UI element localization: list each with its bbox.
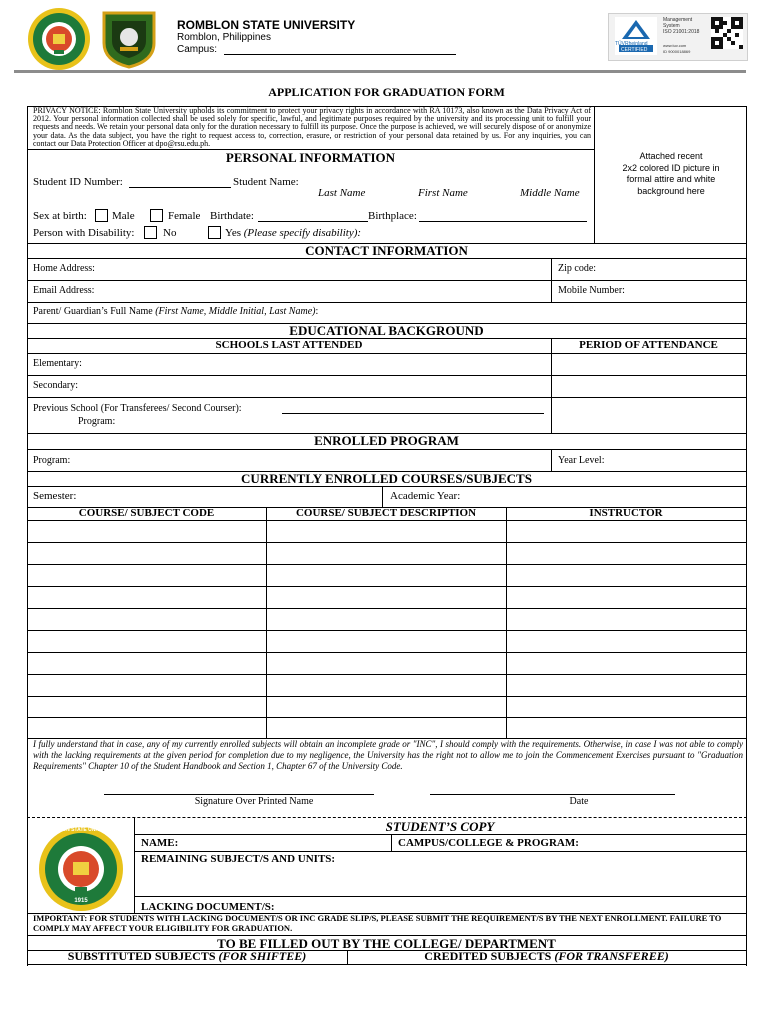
rule	[382, 486, 383, 507]
academic-year-label[interactable]: Academic Year:	[390, 490, 461, 502]
current-courses-heading: CURRENTLY ENROLLED COURSES/SUBJECTS	[241, 471, 532, 486]
students-copy-heading: STUDENT’S COPY	[385, 819, 495, 834]
university-location: Romblon, Philippines	[177, 32, 271, 43]
disability-no-label: No	[163, 227, 177, 239]
course-code-header: COURSE/ SUBJECT CODE	[78, 507, 215, 519]
student-name-label: Student Name:	[233, 176, 299, 188]
university-seal-logo	[24, 8, 94, 70]
iso-certification-badge	[608, 13, 748, 61]
rule	[27, 449, 747, 450]
middle-name-caption: Middle Name	[520, 187, 580, 199]
substituted-subjects-header	[27, 949, 347, 964]
year-level-label[interactable]: Year Level:	[558, 455, 605, 466]
parent-guardian-field[interactable]	[33, 306, 318, 317]
compliance-statement: I fully understand that in case, any of my currently enrolled subjects will obtain an incomplete grade or "INC", I should comply with the requirements. Otherwise, in case I was not able to comply with the lacking requirements at the given period for completion due to my negligence, the University has the right not to allow me to join the Commencement Exercises pursuant to "Graduation Requirements" Chapter 10 of the Student Handbook and Section 1, Chapter 67 of the University Code.	[33, 739, 743, 771]
cert-badge: CERTIFIED	[621, 47, 648, 53]
important-notice: IMPORTANT: FOR STUDENTS WITH LACKING DOCUMENT/S OR INC GRADE SLIP/S, PLEASE SUBMIT THE REQUIREMENT/S BY THE NEXT ENROLLMENT. FAILURE TO COMPLY MAY AFFECT YOUR ELIGIBILITY FOR GRADUATION.	[33, 913, 722, 933]
cert-system-line-2: System	[663, 23, 680, 29]
male-checkbox[interactable]	[95, 209, 108, 222]
male-label: Male	[112, 210, 135, 222]
enrolled-program-heading: ENROLLED PROGRAM	[314, 433, 459, 448]
secondary-label[interactable]: Secondary:	[33, 380, 78, 391]
rule	[551, 338, 552, 433]
cert-brand: TÜVRheinland	[615, 41, 648, 47]
signature-field[interactable]	[104, 794, 374, 795]
credited-subjects-header	[347, 949, 746, 964]
rule	[134, 896, 747, 897]
parent-guardian-label: Parent/ Guardian’s Full Name	[33, 306, 153, 317]
substituted-subjects-note: (FOR SHIFTEE)	[218, 949, 307, 963]
photo-instruction-4: background here	[637, 185, 705, 196]
rule	[27, 375, 747, 376]
students-copy-seal-logo	[34, 826, 128, 912]
last-name-caption: Last Name	[318, 187, 366, 199]
disability-no-checkbox[interactable]	[144, 226, 157, 239]
zip-code-label[interactable]: Zip code:	[558, 263, 597, 274]
previous-school-field[interactable]	[282, 413, 544, 414]
photo-instruction-1: Attached recent	[639, 151, 703, 161]
rule	[134, 851, 747, 852]
rule	[27, 397, 747, 398]
rule	[27, 520, 747, 521]
educational-background-heading: EDUCATIONAL BACKGROUND	[289, 323, 484, 338]
semester-label[interactable]: Semester:	[33, 490, 77, 502]
course-row[interactable]	[27, 674, 747, 675]
course-row[interactable]	[27, 696, 747, 697]
birthplace-label: Birthplace:	[368, 210, 417, 222]
photo-instruction-2: 2x2 colored ID picture in	[622, 162, 720, 173]
student-id-label: Student ID Number:	[33, 176, 123, 188]
date-field[interactable]	[430, 794, 675, 795]
seal-text: ROMBLON STATE UNIVERSITY	[43, 827, 119, 833]
disability-yes-row	[225, 227, 361, 239]
rule	[551, 449, 552, 471]
credited-subjects-note: (FOR TRANSFEREE)	[554, 949, 669, 963]
photo-instruction-3: formal attire and white	[626, 174, 716, 184]
course-description-header: COURSE/ SUBJECT DESCRIPTION	[295, 507, 477, 519]
disability-yes-note: (Please specify disability):	[243, 227, 362, 239]
rule	[27, 353, 747, 354]
female-checkbox[interactable]	[150, 209, 163, 222]
course-row[interactable]	[27, 542, 747, 543]
credited-subjects-label: CREDITED SUBJECTS	[424, 949, 552, 963]
header-divider	[14, 70, 746, 73]
personal-information-heading: PERSONAL INFORMATION	[225, 150, 396, 165]
form-border-left	[27, 106, 28, 966]
form-border-right	[746, 106, 747, 966]
photo-placeholder[interactable]	[596, 151, 746, 197]
birthplace-field[interactable]	[419, 221, 587, 222]
rule	[27, 486, 747, 487]
rule	[27, 258, 747, 259]
copy-name-label[interactable]: NAME:	[141, 837, 179, 849]
form-title: APPLICATION FOR GRADUATION FORM	[268, 85, 505, 99]
university-name: ROMBLON STATE UNIVERSITY	[177, 18, 356, 32]
disability-label: Person with Disability:	[33, 227, 135, 239]
cert-id: ID 9000018869	[663, 49, 691, 54]
mobile-number-label[interactable]: Mobile Number:	[558, 285, 625, 296]
rule	[134, 834, 747, 835]
previous-school-label: Previous School (For Transferees/ Second Courser):	[33, 403, 242, 414]
email-address-label[interactable]: Email Address:	[33, 285, 95, 296]
disability-yes-label: Yes	[225, 227, 242, 239]
course-row[interactable]	[27, 564, 747, 565]
cert-system-line-3: ISO 21001:2018	[663, 29, 700, 35]
student-id-field[interactable]	[129, 187, 231, 188]
cert-url: www.tuv.com	[663, 43, 687, 48]
birthdate-label: Birthdate:	[210, 210, 254, 222]
cut-line	[27, 817, 747, 818]
course-row[interactable]	[27, 652, 747, 653]
elementary-label[interactable]: Elementary:	[33, 358, 82, 369]
copy-campus-college-label[interactable]: CAMPUS/COLLEGE & PROGRAM:	[398, 837, 579, 849]
remaining-subjects-label[interactable]: REMAINING SUBJECT/S AND UNITS:	[141, 853, 336, 865]
parent-guardian-colon: :	[315, 306, 319, 317]
college-section-heading: TO BE FILLED OUT BY THE COLLEGE/ DEPARTMENT	[217, 936, 556, 951]
lacking-documents-label[interactable]: LACKING DOCUMENT/S:	[141, 901, 275, 913]
home-address-label[interactable]: Home Address:	[33, 263, 95, 274]
privacy-notice: PRIVACY NOTICE: Romblon State University upholds its commitment to protect your privacy rights in accordance with RA 10173, also known as the Data Privacy Act of 2012. Your personal information collected shall be used solely for specific, lawful, and legitimate purposes required by the university and its processing unit to fulfill your requests and needs. We retain your personal data only for the duration necessary to fulfill its purpose. Once the purpose is achieved, we will securely dispose of or anonymize your data. As the data subject, you have the right to request access to, correction, erasure, or restriction of your personal data retained by us. For any inquiries, you can contact our Data Protection Officer at dpo@rsu.edu.ph.	[33, 106, 591, 148]
signature-label: Signature Over Printed Name	[194, 796, 314, 807]
substituted-subjects-label: SUBSTITUTED SUBJECTS	[67, 949, 216, 963]
first-name-caption: First Name	[418, 187, 468, 199]
cert-system-line-1: Management	[663, 17, 693, 23]
course-row[interactable]	[27, 586, 747, 587]
campus-field[interactable]	[224, 54, 456, 55]
instructor-header: INSTRUCTOR	[589, 507, 663, 519]
parent-guardian-note: (First Name, Middle Initial, Last Name)	[155, 306, 316, 317]
college-shield-logo	[100, 9, 158, 69]
rule	[27, 302, 747, 303]
photo-box-border	[594, 106, 595, 243]
female-label: Female	[168, 210, 201, 222]
period-of-attendance-header: PERIOD OF ATTENDANCE	[579, 339, 718, 351]
course-row[interactable]	[27, 630, 747, 631]
contact-information-heading: CONTACT INFORMATION	[305, 243, 468, 258]
course-row[interactable]	[27, 608, 747, 609]
rule	[27, 280, 747, 281]
rule	[551, 258, 552, 302]
birthdate-field[interactable]	[258, 221, 368, 222]
qr-code-icon	[711, 17, 743, 49]
schools-last-attended-header: SCHOOLS LAST ATTENDED	[215, 339, 363, 351]
course-row[interactable]	[27, 717, 747, 718]
previous-program-label[interactable]: Program:	[78, 416, 116, 427]
disability-yes-checkbox[interactable]	[208, 226, 221, 239]
rule	[27, 964, 747, 965]
rule	[391, 834, 392, 851]
seal-year: 1915	[74, 898, 88, 904]
sex-at-birth-label: Sex at birth:	[33, 210, 87, 222]
date-label: Date	[569, 796, 589, 807]
campus-label: Campus:	[177, 44, 218, 55]
enrolled-program-label[interactable]: Program:	[33, 455, 71, 466]
